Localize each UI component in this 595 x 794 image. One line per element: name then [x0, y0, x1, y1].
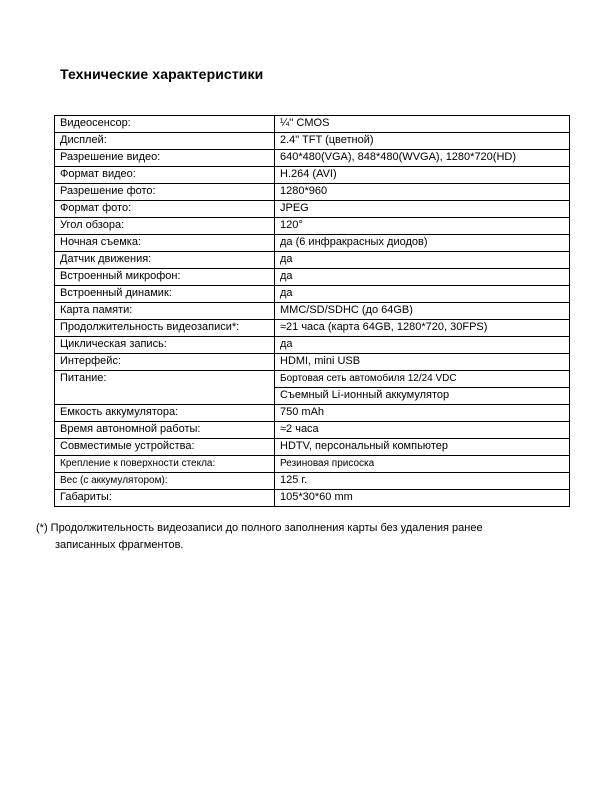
table-row — [55, 116, 570, 133]
table-row — [55, 133, 570, 150]
spec-label: Совместимые устройства: — [55, 439, 275, 456]
table-row — [55, 320, 570, 337]
table-row — [55, 235, 570, 252]
table-row — [55, 167, 570, 184]
table-row — [55, 490, 570, 507]
spec-value: 2.4" TFT (цветной) — [275, 133, 570, 150]
table-row — [55, 371, 570, 388]
table-row — [55, 201, 570, 218]
footnote-line-2: записанных фрагментов. — [55, 539, 184, 551]
spec-label: Видеосенсор: — [55, 116, 275, 133]
spec-label: Емкость аккумулятора: — [55, 405, 275, 422]
spec-value: 1280*960 — [275, 184, 570, 201]
spec-value: ¼'' CMOS — [275, 116, 570, 133]
table-row — [55, 218, 570, 235]
table-row — [55, 150, 570, 167]
spec-label: Формат фото: — [55, 201, 275, 218]
spec-value: 640*480(VGA), 848*480(WVGA), 1280*720(HD) — [275, 150, 570, 167]
spec-value: ≈2 часа — [275, 422, 570, 439]
spec-value: да — [275, 337, 570, 354]
spec-label: Встроенный динамик: — [55, 286, 275, 303]
spec-value: Резиновая присоска — [275, 456, 570, 473]
footnote-line-1: (*) Продолжительность видеозаписи до полного заполнения карты без удаления ранее — [36, 522, 483, 534]
spec-value: Бортовая сеть автомобиля 12/24 VDC — [275, 371, 570, 388]
spec-label: Продолжительность видеозаписи*: — [55, 320, 275, 337]
spec-value: 125 г. — [275, 473, 570, 490]
table-row — [55, 354, 570, 371]
spec-label: Крепление к поверхности стекла: — [55, 456, 275, 473]
footnote — [36, 520, 566, 554]
table-row — [55, 439, 570, 456]
page-title: Технические характеристики — [60, 66, 264, 82]
spec-value: HDMI, mini USB — [275, 354, 570, 371]
spec-value: 105*30*60 mm — [275, 490, 570, 507]
spec-label: Дисплей: — [55, 133, 275, 150]
spec-value: да (6 инфракрасных диодов) — [275, 235, 570, 252]
spec-label: Разрешение фото: — [55, 184, 275, 201]
spec-label: Циклическая запись: — [55, 337, 275, 354]
table-row — [55, 252, 570, 269]
table-row — [55, 303, 570, 320]
spec-label: Встроенный микрофон: — [55, 269, 275, 286]
spec-label: Питание: — [55, 371, 275, 405]
spec-label: Разрешение видео: — [55, 150, 275, 167]
spec-table — [54, 115, 570, 507]
table-row — [55, 473, 570, 490]
spec-value: 750 mAh — [275, 405, 570, 422]
spec-label: Вес (с аккумулятором): — [55, 473, 275, 490]
table-row — [55, 269, 570, 286]
table-row — [55, 456, 570, 473]
table-row — [55, 184, 570, 201]
spec-value: HDTV, персональный компьютер — [275, 439, 570, 456]
spec-label: Ночная съемка: — [55, 235, 275, 252]
spec-label: Интерфейс: — [55, 354, 275, 371]
table-row — [55, 405, 570, 422]
spec-label: Формат видео: — [55, 167, 275, 184]
spec-value: H.264 (AVI) — [275, 167, 570, 184]
spec-value: да — [275, 252, 570, 269]
spec-label: Габариты: — [55, 490, 275, 507]
table-row — [55, 422, 570, 439]
spec-value: Съемный Li-ионный аккумулятор — [275, 388, 570, 405]
spec-value: MMC/SD/SDHC (до 64GB) — [275, 303, 570, 320]
spec-label: Карта памяти: — [55, 303, 275, 320]
spec-value: да — [275, 269, 570, 286]
spec-label: Угол обзора: — [55, 218, 275, 235]
spec-label: Датчик движения: — [55, 252, 275, 269]
spec-value: ≈21 часа (карта 64GB, 1280*720, 30FPS) — [275, 320, 570, 337]
spec-value: JPEG — [275, 201, 570, 218]
spec-label: Время автономной работы: — [55, 422, 275, 439]
spec-value: 120° — [275, 218, 570, 235]
spec-value: да — [275, 286, 570, 303]
table-row — [55, 286, 570, 303]
table-row — [55, 337, 570, 354]
